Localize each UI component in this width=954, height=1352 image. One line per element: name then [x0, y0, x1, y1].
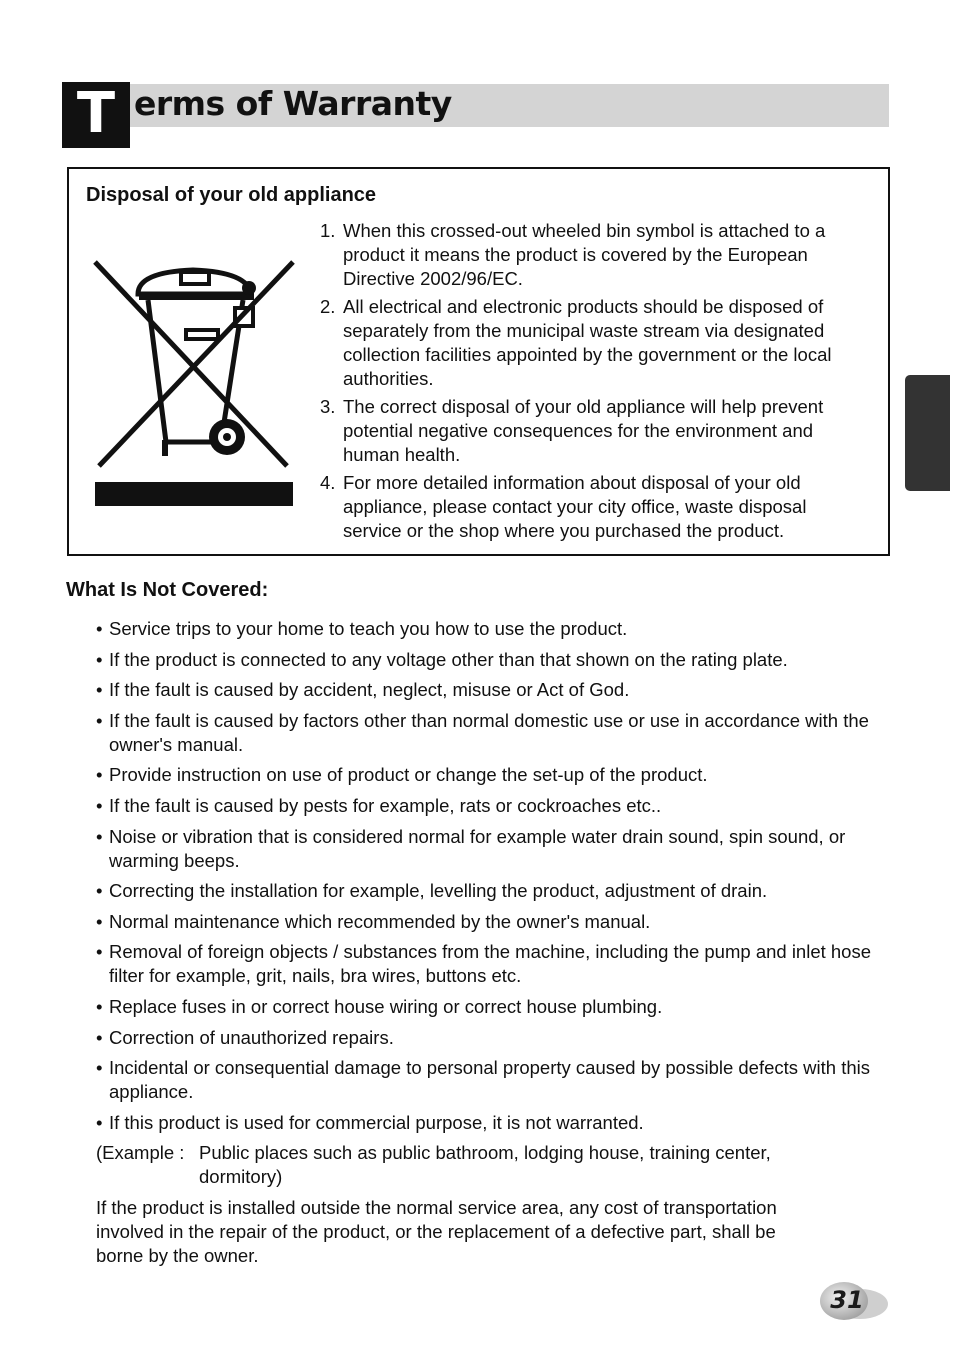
- list-item: • If the product is connected to any voltage other than that shown on the rating plate.: [96, 648, 876, 672]
- disposal-list: [320, 219, 868, 547]
- section-side-tab: [905, 375, 950, 491]
- service-area-note: If the product is installed outside the normal service area, any cost of transportation involved in the repair of the product, or the replacement of a defective part, shall be borne by the owner.: [96, 1197, 777, 1266]
- list-item: 4. For more detailed information about disposal of your old appliance, please contact your city office, waste disposal service or the shop where you purchased the product.: [320, 472, 807, 541]
- list-item: • Provide instruction on use of product or change the set-up of the product.: [96, 763, 876, 787]
- list-item: • Noise or vibration that is considered normal for example water drain sound, spin sound, or warming beeps.: [96, 825, 876, 873]
- list-item: • Service trips to your home to teach you how to use the product.: [96, 617, 876, 641]
- list-item: • Replace fuses in or correct house wiring or correct house plumbing.: [96, 995, 876, 1019]
- list-item: 3. The correct disposal of your old appliance will help prevent potential negative consequences for the environment and human health.: [320, 396, 824, 465]
- list-item: • If the fault is caused by pests for example, rats or cockroaches etc..: [96, 794, 876, 818]
- disposal-info-box: [67, 167, 890, 556]
- list-item: 2. All electrical and electronic products should be disposed of separately from the municipal waste stream via designated collection facilities appointed by the government or the local authorities.: [320, 296, 832, 389]
- list-item: • Normal maintenance which recommended by the owner's manual.: [96, 910, 876, 934]
- list-item: • Incidental or consequential damage to personal property caused by possible defects with this appliance.: [96, 1056, 876, 1104]
- list-item: • Correcting the installation for example, levelling the product, adjustment of drain.: [96, 879, 876, 903]
- crossed-out-wheeled-bin-icon: [93, 254, 297, 510]
- list-item: • If this product is used for commercial purpose, it is not warranted.: [96, 1111, 876, 1135]
- example-label: (Example :: [96, 1142, 185, 1163]
- list-item: 1. When this crossed-out wheeled bin symbol is attached to a product it means the product is covered by the European Directive 2002/96/EC.: [320, 220, 826, 289]
- list-item: • Removal of foreign objects / substances from the machine, including the pump and inlet hose filter for example, grit, nails, bra wires, buttons etc.: [96, 940, 876, 988]
- page-title: erms of Warranty: [134, 84, 452, 123]
- list-item: • If the fault is caused by factors other than normal domestic use or use in accordance with the owner's manual.: [96, 709, 876, 757]
- not-covered-heading: What Is Not Covered:: [66, 579, 269, 601]
- title-initial-letter: T: [62, 82, 130, 148]
- list-item: • Correction of unauthorized repairs.: [96, 1026, 876, 1050]
- example-text: Public places such as public bathroom, lodging house, training center, dormitory): [199, 1142, 771, 1187]
- not-covered-list: [96, 617, 876, 1141]
- list-item: • If the fault is caused by accident, neglect, misuse or Act of God.: [96, 678, 876, 702]
- disposal-heading: Disposal of your old appliance: [86, 184, 377, 206]
- page-number: 31: [830, 1286, 864, 1314]
